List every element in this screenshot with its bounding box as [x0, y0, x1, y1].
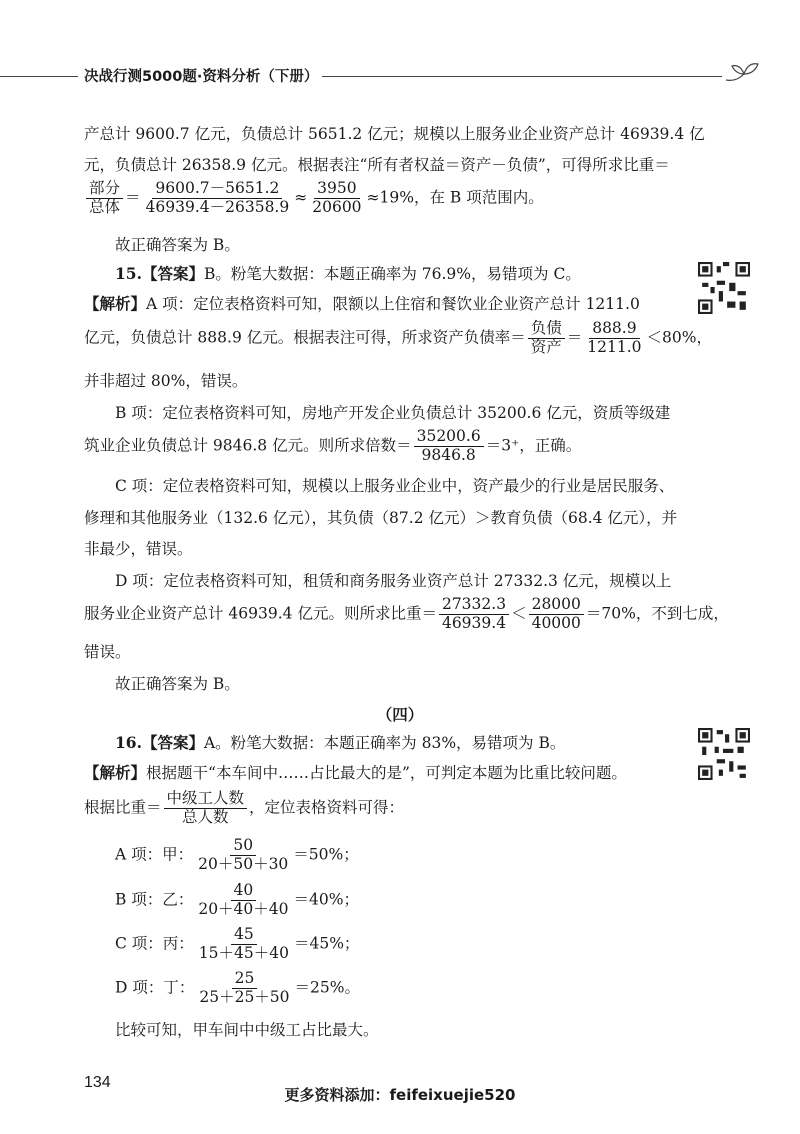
section-heading: （四） [376, 705, 424, 724]
fraction: $\frac{888.9}{1211.0}$ [587, 319, 642, 356]
text-line: 修理和其他服务业（132.6 亿元），其负债（87.2 亿元）＞教育负债（68.4 亿元），并 [84, 509, 678, 527]
text-line: B 项：定位表格资料可知，房地产开发企业负债总计 35200.6 亿元，资质等级建 [115, 404, 671, 422]
footer-ad: 更多资料添加：feifeixuejie520 [284, 1086, 516, 1104]
text-line: C 项：定位表格资料可知，规模以上服务业企业中，资产最少的行业是居民服务、 [115, 477, 675, 495]
fraction: $\frac{50}{20+50+30}$ [198, 836, 289, 873]
option-line: A 项：甲： $\frac{50}{20+50+30}$ ＝50%； [115, 836, 359, 873]
header-rule-left [0, 76, 78, 77]
answer-line: 16.【答案】A。粉笔大数据：本题正确率为 83%，易错项为 B。 [115, 733, 566, 752]
fraction: $\frac{28000}{40000}$ [529, 596, 584, 633]
fraction: $\frac{\text{部分}}{\text{总体}}$ [86, 180, 123, 217]
book-title: 决战行测5000题·资料分析（下册） [84, 69, 319, 85]
conclusion: 比较可知，甲车间中中级工占比最大。 [115, 1021, 379, 1039]
qr-code-icon[interactable] [698, 262, 750, 314]
sprout-icon [724, 60, 764, 90]
conclusion: 故正确答案为 B。 [115, 236, 240, 254]
text-line: 产总计 9600.7 亿元，负债总计 5651.2 亿元；规模以上服务业企业资产总计 46939.4 亿 [84, 125, 705, 143]
formula-line: 亿元，负债总计 888.9 亿元。根据表注可得，所求资产负债率＝ $\frac{\text{负债}}{\text{资产}}$ ＝ $\frac{888.9}{1211.0}$ ＜80%， [84, 319, 712, 356]
text-line: D 项：定位表格资料可知，租赁和商务服务业资产总计 27332.3 亿元，规模以上 [115, 572, 672, 590]
option-line: C 项：丙： $\frac{45}{15+45+40}$ ＝45%； [115, 925, 360, 962]
text-line: 错误。 [84, 643, 131, 661]
fraction: $\frac{9600.7-5651.2}{46939.4-26358.9}$ [145, 179, 290, 216]
page-number: 134 [84, 1074, 111, 1091]
formula-line: $\frac{\text{部分}}{\text{总体}}$ ＝ $\frac{9600.7-5651.2}{46939.4-26358.9}$ ≈ $\frac{3950}{20600}$ ≈19%，在 B 项范围内。 [84, 180, 544, 217]
text-line: 元，负债总计 26358.9 亿元。根据表注“所有者权益＝资产－负债”，可得所求比重＝ [84, 156, 670, 174]
fraction: $\frac{25}{25+25+50}$ [199, 969, 290, 1006]
fraction: $\frac{27332.3}{46939.4}$ [439, 596, 509, 633]
running-header [0, 60, 800, 90]
fraction: $\frac{45}{15+45+40}$ [198, 925, 289, 962]
header-rule-right [322, 76, 722, 77]
formula-line: 根据比重＝ $\frac{\text{中级工人数}}{\text{总人数}}$ ，定位表格资料可得： [84, 789, 405, 826]
conclusion: 故正确答案为 B。 [115, 675, 240, 693]
fraction: $\frac{35200.6}{9846.8}$ [414, 428, 484, 465]
fraction: $\frac{\text{负债}}{\text{资产}}$ [528, 320, 565, 357]
formula-line: 筑业企业负债总计 9846.8 亿元。则所求倍数＝ $\frac{35200.6}{9846.8}$ ＝3⁺，正确。 [84, 427, 582, 464]
text-line: 非最少，错误。 [84, 540, 193, 558]
option-line: D 项：丁： $\frac{25}{25+25+50}$ ＝25%。 [115, 969, 360, 1006]
formula-line: 服务业企业资产总计 46939.4 亿元。则所求比重＝ $\frac{27332.3}{46939.4}$ ＜ $\frac{28000}{40000}$ ＝70%，不到七成， [84, 595, 729, 632]
fraction: $\frac{3950}{20600}$ [312, 179, 362, 216]
fraction: $\frac{40}{20+40+40}$ [198, 881, 289, 918]
option-line: B 项：乙： $\frac{40}{20+40+40}$ ＝40%； [115, 881, 359, 918]
text-line: 并非超过 80%，错误。 [84, 372, 248, 390]
fraction: $\frac{\text{中级工人数}}{\text{总人数}}$ [164, 790, 248, 827]
text-line: 【解析】根据题干“本车间中……占比最大的是”，可判定本题为比重比较问题。 [84, 763, 627, 782]
text-line: 【解析】A 项：定位表格资料可知，限额以上住宿和餐饮业企业资产总计 1211.0 [84, 294, 640, 313]
qr-code-icon[interactable] [698, 728, 750, 780]
answer-line: 15.【答案】B。粉笔大数据：本题正确率为 76.9%，易错项为 C。 [115, 264, 581, 283]
